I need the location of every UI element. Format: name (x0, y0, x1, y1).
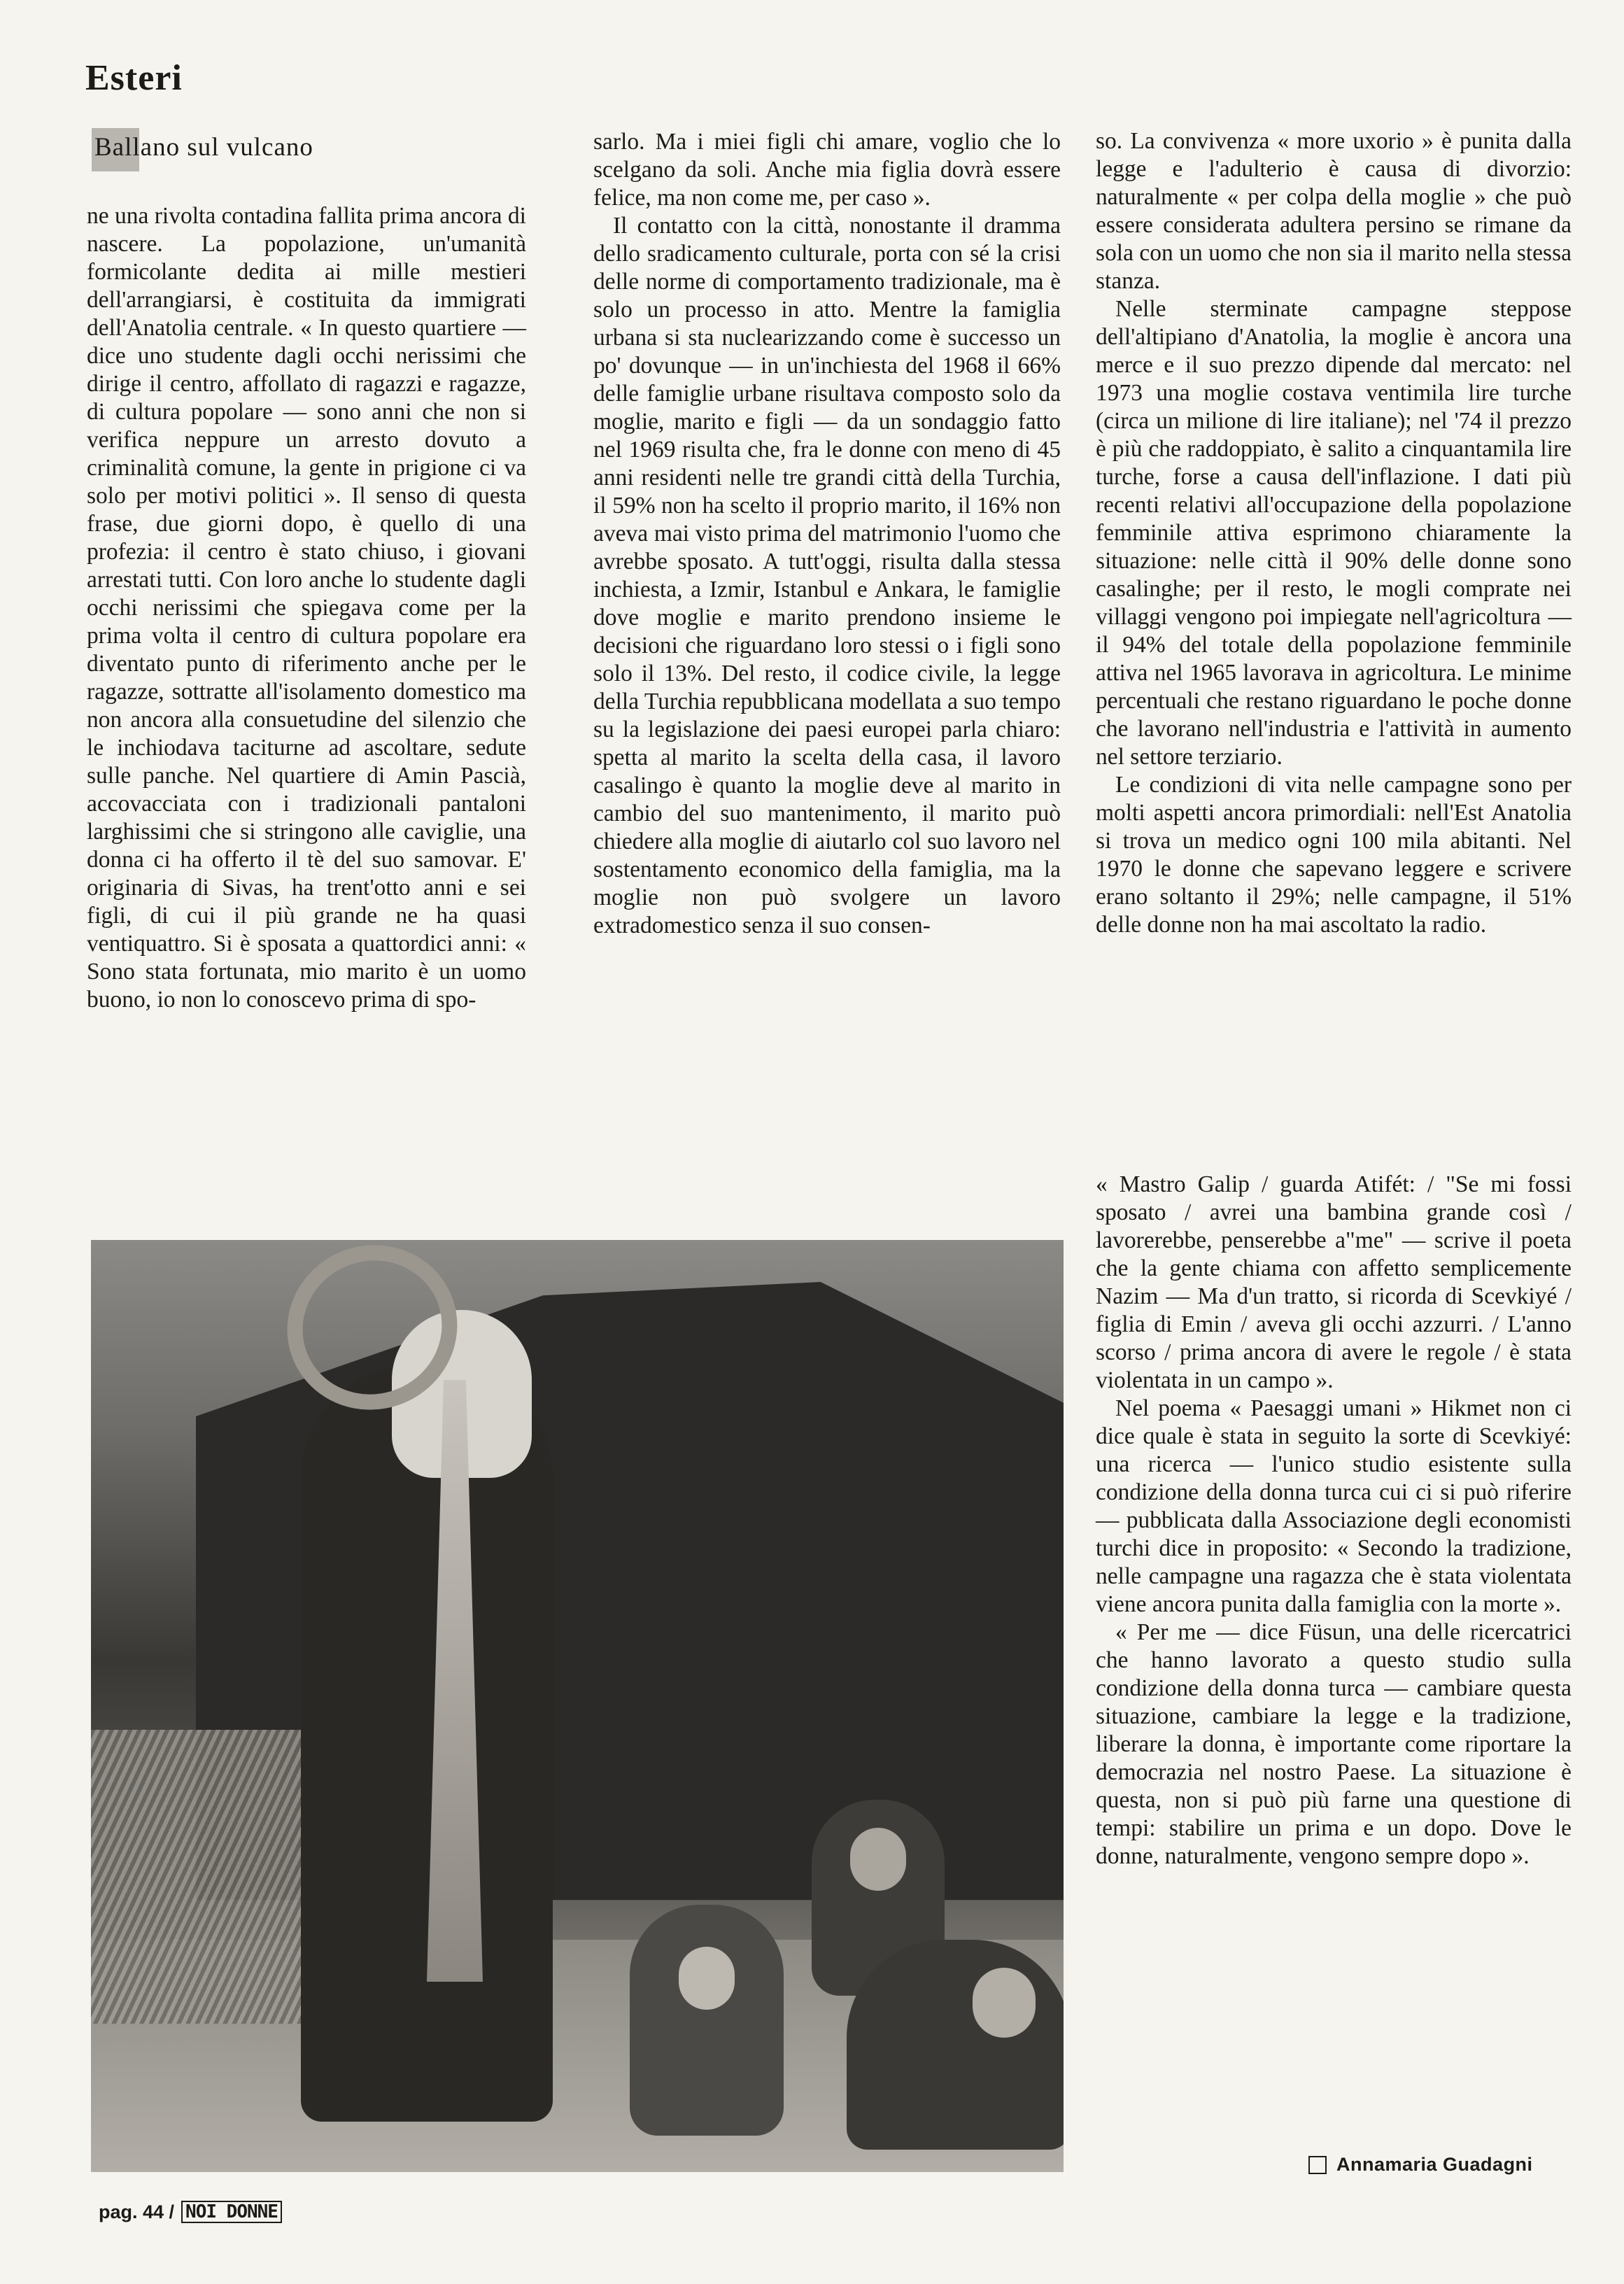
magazine-logo: NOI DONNE (181, 2201, 282, 2223)
paragraph: « Per me — dice Füsun, una delle ricercatrici che hanno lavorato a questo studio sulla condizione della donna turca — cambiare questa situazione, cambiare la legge e la tradizione, liberare la donna, è importante come riportare la democrazia nel nostro Paese. La situazione è questa, non si può più farne una questione di tempi: stabilire un prima e un dopo. Dove le donne, naturalmente, vengono sempre dopo ». (1096, 1619, 1572, 1869)
section-title: Esteri (85, 58, 183, 98)
paragraph: ne una rivolta contadina fallita prima ancora di nascere. La popolazione, un'umanità formicolante dedita ai mille mestieri dell'arrangiarsi, è costituita da immigrati dell'Anatolia centrale. « In questo quartiere — dice uno studente dagli occhi nerissimi che dirige il centro, affollato di ragazzi e ragazze, di cultura popolare — sono anni che non si verifica neppure un arresto dovuto a criminalità comune, la gente in prigione ci va solo per motivi politici ». Il senso di questa frase, due giorni dopo, è quello di una profezia: il centro è stato chiuso, i giovani arrestati tutti. Con loro anche lo studente dagli occhi nerissimi che spiegava come per la prima volta il centro di cultura popolare era diventato punto di riferimento anche per le ragazze, sottratte all'isolamento domestico ma non ancora alla consuetudine del silenzio che le inchiodava taciturne ad ascoltare, sedute sulle panche. Nel quartiere di Amin Pascià, accovacciata con i tradizionali pantaloni larghissimi che si stringono alle caviglie, una donna ci ha offerto il tè del suo samovar. E' originaria di Sivas, ha trent'otto anni e sei figli, di cui il più grande ne ha quasi ventiquattro. Si è sposata a quattordici anni: « Sono stata fortunata, mio marito è un uomo buono, io non lo conoscevo prima di spo- (87, 203, 526, 1013)
paragraph: Il contatto con la città, nonostante il dramma dello sradicamento culturale, porta con sé la crisi delle norme di comportamento tradizionale, ma è solo un processo in atto. Mentre la famiglia urbana si sta nuclearizzando come è successo un po' dovunque — in un'inchiesta del 1968 il 66% delle famiglie urbane risultava composto solo da moglie, marito e figli — da un sondaggio fatto nel 1969 risulta che, fra le donne con meno di 45 anni residenti nelle tre grandi città della Turchia, il 59% non ha scelto il proprio marito, il 16% non aveva mai visto prima del matrimonio l'uomo che avrebbe sposato. A tutt'oggi, risulta dalla stessa inchiesta, a Izmir, Istanbul e Ankara, le famiglie dove moglie e marito prendono insieme le decisioni che riguardano loro stessi o i figli sono solo il 13%. Del resto, il codice civile, la legge della Turchia repubblicana modellata a suo tempo su la legislazione dei paesi europei parla chiaro: spetta al marito la scelta della casa, il lavoro casalingo è quanto la moglie deve al marito in cambio del suo mantenimento, il marito può chiedere alla moglie di aiutarlo col suo lavoro nel sostentamento economico della famiglia, ma la moglie non può svolgere un lavoro extradomestico senza il suo consen- (593, 213, 1061, 938)
text-column-3-lower (1096, 1171, 1572, 1870)
paragraph: Le condizioni di vita nelle campagne sono per molti aspetti ancora primordiali: nell'Est Anatolia si trova un medico ogni 100 mila abitanti. Nel 1970 le donne che sapevano leggere e scrivere erano soltanto il 29%; nelle campagne, il 51% delle donne non ha mai ascoltato la radio. (1096, 772, 1572, 938)
byline (1308, 2154, 1533, 2176)
headline (94, 128, 313, 167)
paragraph: sarlo. Ma i miei figli chi amare, voglio che lo scelgano da soli. Anche mia figlia dovrà essere felice, ma non come me, per caso ». (593, 129, 1061, 211)
author-name: Annamaria Guadagni (1336, 2154, 1533, 2175)
paragraph: so. La convivenza « more uxorio » è punita dalla legge e l'adulterio è causa di divorzio: naturalmente « per colpa della moglie » che può essere considerata adultera persino se rimane da sola con un uomo che non sia il marito nella stessa stanza. (1096, 128, 1572, 294)
photo-woman-winnowing (301, 1366, 553, 2122)
text-column-3 (1096, 127, 1572, 939)
paragraph: « Mastro Galip / guarda Atifét: / "Se mi fossi sposato / avrei una bambina grande così / lavorerebbe, penserebbe a"me" — scrive il poeta che la gente chiama con affetto semplicemente Nazim — Ma d'un tratto, si ricorda di Scevkiyé / figlia di Emin / aveva gli occhi azzurri. / L'anno scorso / prima ancora di avere le regole / è stata violentata in un campo ». (1096, 1171, 1572, 1393)
paragraph: Nelle sterminate campagne steppose dell'altipiano d'Anatolia, la moglie è ancora una merce e il suo prezzo dipende dal mercato: nel 1973 una moglie costava ventimila lire turche (circa un milione di lire italiane); nel '74 il prezzo è più che raddoppiato, è salito a cinquantamila lire turche, forse a causa dell'inflazione. I dati più recenti relativi all'occupazione della popolazione femminile attiva esprimono chiaramente la situazione: nelle città il 90% delle donne sono casalinghe; per il resto, le mogli comprate nei villaggi vengono poi impiegate nell'agricoltura — il 94% del totale della popolazione femminile attiva nel 1965 lavorava in agricoltura. Le minime percentuali che restano riguardano le poche donne che lavorano nell'industria e l'attività in aumento nel settore terziario. (1096, 296, 1572, 770)
article-photo (91, 1240, 1064, 2172)
photo-face (679, 1947, 735, 2010)
photo-face (850, 1828, 906, 1891)
headline-text: Ballano sul vulcano (94, 133, 313, 162)
end-mark-box-icon (1308, 2156, 1327, 2174)
photo-face (973, 1968, 1036, 2038)
photo-seated-woman (847, 1940, 1064, 2150)
page-number: pag. 44 / (99, 2201, 175, 2222)
paragraph: Nel poema « Paesaggi umani » Hikmet non ci dice quale è stata in seguito la sorte di Scevkiyé: una ricerca — l'unico studio esistente sulla condizione della donna turca cui ci si può riferire — pubblicata dalla Associazione degli economisti turchi dice in proposito: « Secondo la tradizione, nelle campagne una ragazza che è stata violentata viene ancora punita dalla famiglia con la morte ». (1096, 1395, 1572, 1617)
text-column-2 (593, 128, 1061, 940)
text-column-1 (87, 202, 526, 1014)
page-footer (99, 2201, 282, 2223)
photo-child-headscarf (630, 1905, 784, 2136)
